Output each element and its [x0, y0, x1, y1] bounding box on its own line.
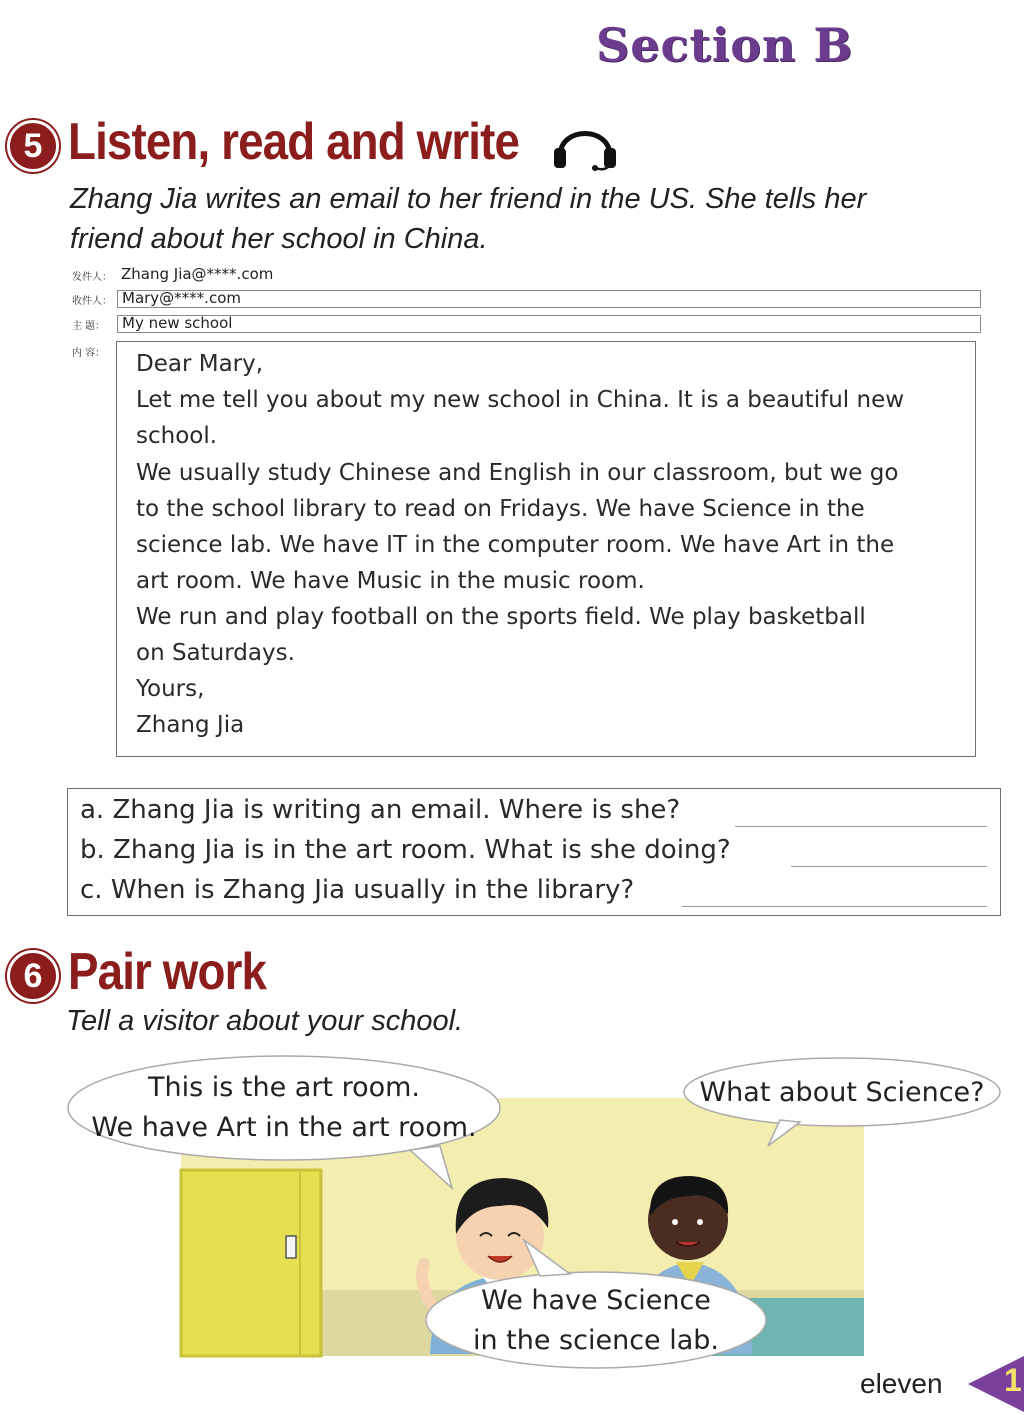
bubble-left-line-2: We have Art in the art room. [91, 1112, 477, 1143]
page-word: eleven [860, 1368, 943, 1399]
activity-heading: Listen, read and write [68, 113, 520, 171]
pairwork-intro: Tell a visitor about your school. [66, 1005, 464, 1037]
bubble-left-line-1: This is the art room. [147, 1072, 421, 1103]
intro-line-2: friend about her school in China. [70, 223, 488, 255]
question-b: b. Zhang Jia is in the art room. What is she doing? [80, 835, 731, 865]
email-line: We usually study Chinese and English in our classroom, but we go [136, 460, 899, 486]
answer-line-c[interactable] [682, 906, 987, 907]
bubble-bottom-line-2: in the science lab. [472, 1325, 720, 1356]
activity-number-badge: 6 [7, 950, 59, 1002]
subject-field [117, 315, 981, 333]
question-c: c. When is Zhang Jia usually in the library? [80, 875, 635, 905]
email-line: school. [136, 423, 218, 449]
bubble-bottom-line-1: We have Science [481, 1285, 711, 1316]
page-number: 1 [1004, 1362, 1022, 1398]
headphones-icon [552, 116, 618, 172]
bubble-right: What about Science? [699, 1077, 985, 1108]
subject-label: 主 题： [72, 321, 106, 332]
section-title: Section B [596, 18, 854, 72]
to-value: Mary@****.com [122, 289, 241, 307]
content-label: 内 容： [72, 348, 106, 359]
intro-line-1: Zhang Jia writes an email to her friend in the US. She tells her [70, 183, 867, 215]
email-line: Zhang Jia [136, 712, 245, 738]
email-line: to the school library to read on Fridays. We have Science in the [136, 496, 865, 522]
to-label: 收件人： [72, 296, 112, 307]
question-a: a. Zhang Jia is writing an email. Where is she? [80, 795, 681, 825]
answer-line-b[interactable] [791, 866, 987, 867]
email-line: art room. We have Music in the music room. [136, 568, 645, 594]
activity-number-badge: 5 [7, 120, 59, 172]
email-line: Let me tell you about my new school in China. It is a beautiful new [136, 387, 905, 413]
from-value: Zhang Jia@****.com [121, 265, 274, 283]
email-line: science lab. We have IT in the computer room. We have Art in the [136, 532, 895, 558]
subject-value: My new school [122, 314, 233, 332]
email-line: We run and play football on the sports field. We play basketball [136, 604, 866, 630]
email-line: Dear Mary, [136, 351, 264, 377]
email-line: on Saturdays. [136, 640, 295, 666]
activity-heading: Pair work [68, 943, 267, 1001]
answer-line-a[interactable] [735, 826, 987, 827]
to-field [117, 290, 981, 308]
from-label: 发件人： [72, 272, 112, 283]
email-line: Yours, [136, 676, 205, 702]
